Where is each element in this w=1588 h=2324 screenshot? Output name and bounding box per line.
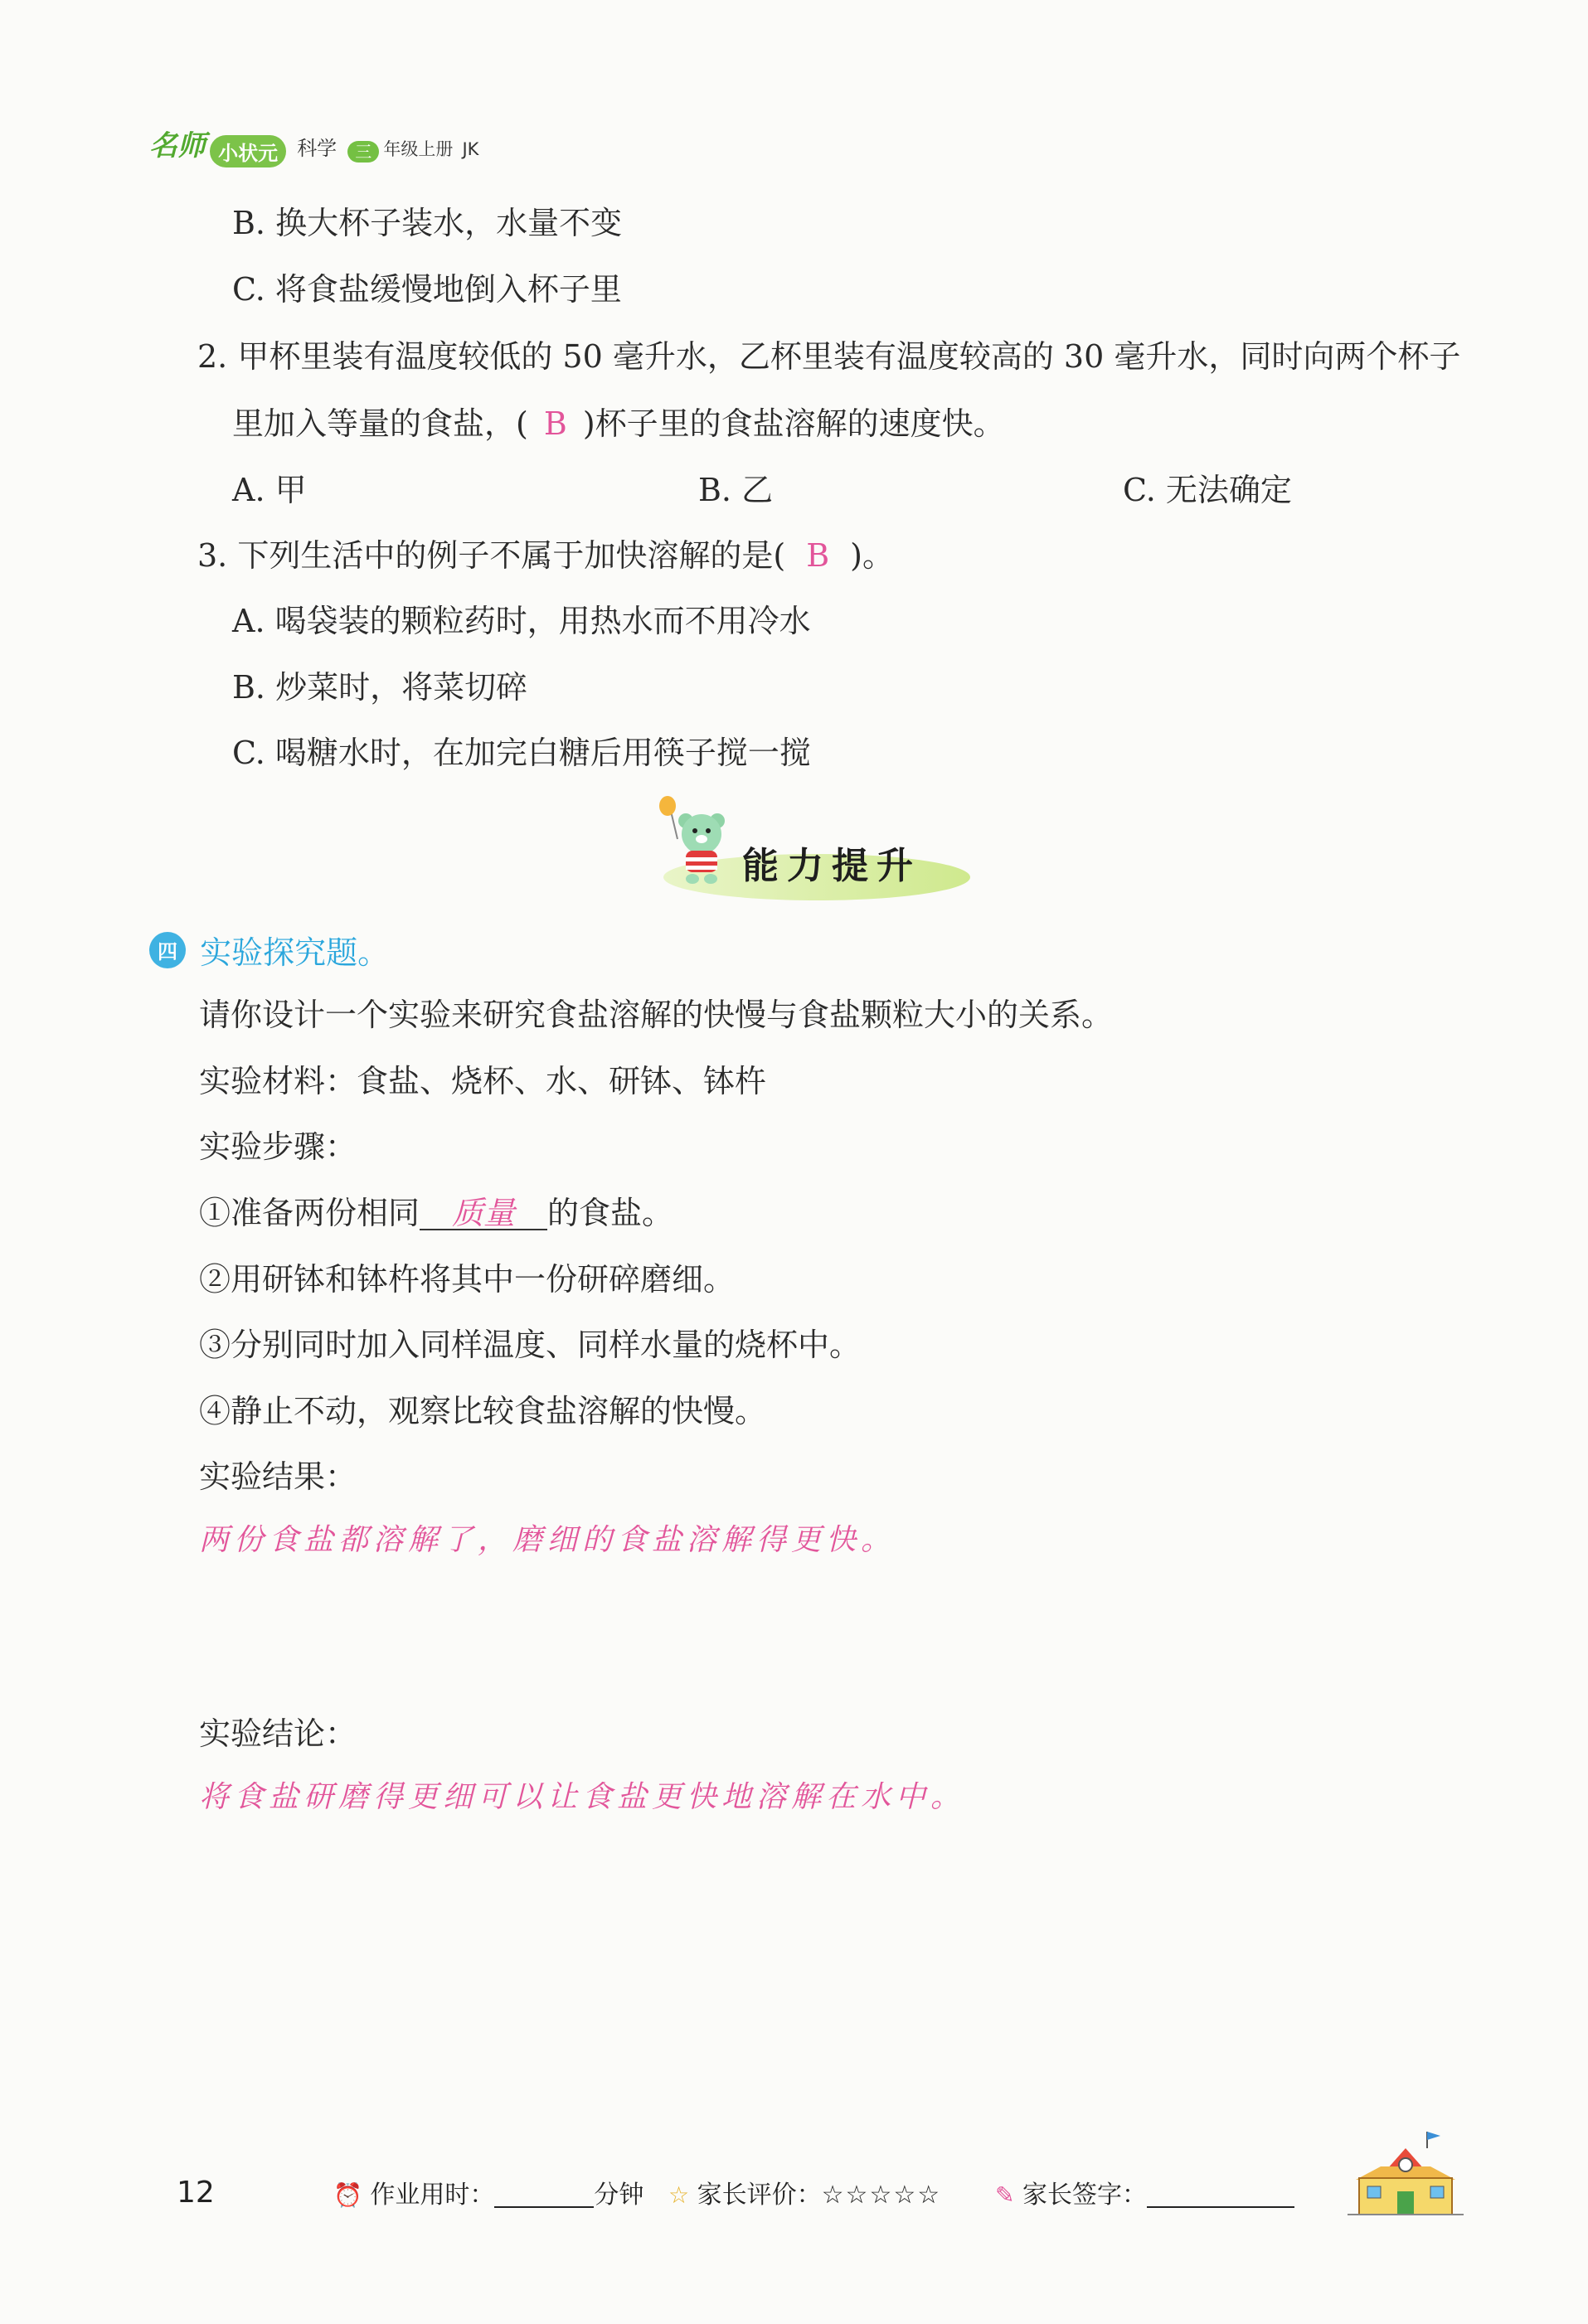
step1-text-before: ①准备两份相同 — [199, 1195, 420, 1231]
q2-answer: B — [543, 405, 567, 442]
step-4: ④静止不动，观察比较食盐溶解的快慢。 — [199, 1393, 767, 1429]
signature-field — [995, 2174, 1294, 2210]
conclusion-answer: 将食盐研磨得更细可以让食盐更快地溶解在水中。 — [199, 1780, 966, 1814]
signature-blank — [1147, 2185, 1294, 2208]
section4-heading — [149, 927, 389, 973]
header — [149, 123, 478, 167]
step-3: ③分别同时加入同样温度、同样水量的烧杯中。 — [199, 1327, 862, 1363]
school-house-icon — [1348, 2127, 1464, 2218]
q2-stem-line2 — [232, 405, 1005, 442]
time-unit: 分钟 — [594, 2181, 644, 2210]
grade-badge: 三 — [347, 141, 379, 163]
brand-badge: 小状元 — [210, 135, 286, 167]
q3-option-a: A. 喝袋装的颗粒药时，用热水而不用冷水 — [232, 603, 811, 639]
q2-option-a: A. 甲 — [232, 472, 307, 508]
time-blank — [494, 2185, 594, 2208]
step1-text-after: 的食盐。 — [547, 1195, 674, 1231]
q1-option-b: B. 换大杯子装水，水量不变 — [232, 205, 623, 241]
alarm-clock-icon: ⏰ — [333, 2181, 362, 2209]
steps-label: 实验步骤： — [199, 1128, 357, 1165]
pencil-icon: ✎ — [995, 2181, 1015, 2209]
step-2: ②用研钵和钵杵将其中一份研碎磨细。 — [199, 1261, 736, 1298]
result-answer: 两份食盐都溶解了，磨细的食盐溶解得更快。 — [199, 1523, 896, 1557]
step1-answer: 质量 — [452, 1195, 516, 1231]
step-1 — [199, 1197, 673, 1230]
time-field — [333, 2174, 643, 2210]
time-label: 作业用时： — [370, 2181, 495, 2210]
rating-label: 家长评价： — [697, 2181, 822, 2210]
section4-number: 四 — [149, 932, 186, 968]
section4-title: 实验探究题。 — [200, 934, 390, 971]
experiment-intro: 请你设计一个实验来研究食盐溶解的快慢与食盐颗粒大小的关系。 — [199, 997, 1114, 1033]
q3-answer: B — [806, 537, 830, 574]
q3-option-c: C. 喝糖水时，在加完白糖后用筷子搅一搅 — [232, 735, 811, 771]
grade-label: 年级上册 — [383, 139, 454, 159]
star-icon: ☆ — [668, 2181, 690, 2209]
q2-stem-line1: 2. 甲杯里装有温度较低的 50 毫升水，乙杯里装有温度较高的 30 毫升水，同时向两个杯子 — [197, 338, 1461, 375]
q2-text-after: )杯子里的食盐溶解的速度快。 — [582, 405, 1005, 442]
rating-stars: ☆☆☆☆☆ — [821, 2181, 942, 2210]
page-number: 12 — [177, 2176, 215, 2210]
experiment-materials: 实验材料：食盐、烧杯、水、研钵、钵杵 — [199, 1063, 767, 1099]
q2-option-b: B. 乙 — [698, 472, 774, 508]
bear-mascot-icon — [651, 796, 742, 887]
q3-stem — [197, 537, 894, 574]
result-label: 实验结果： — [199, 1458, 357, 1495]
subject-label: 科学 — [297, 137, 338, 160]
brand-name: 名师 — [149, 129, 206, 163]
edition-label: JK — [462, 139, 479, 159]
q3-text-after: )。 — [850, 537, 894, 574]
step1-blank — [420, 1197, 547, 1230]
q3-text-before: 3. 下列生活中的例子不属于加快溶解的是( — [197, 537, 786, 574]
rating-field — [668, 2174, 941, 2210]
q3-option-b: B. 炒菜时，将菜切碎 — [232, 669, 528, 706]
q1-option-c: C. 将食盐缓慢地倒入杯子里 — [232, 271, 622, 308]
banner-title: 能力提升 — [742, 845, 921, 887]
q2-text-before: 里加入等量的食盐，( — [232, 405, 528, 442]
signature-label: 家长签字： — [1022, 2181, 1148, 2210]
conclusion-label: 实验结论： — [199, 1715, 357, 1752]
q2-option-c: C. 无法确定 — [1123, 472, 1292, 508]
